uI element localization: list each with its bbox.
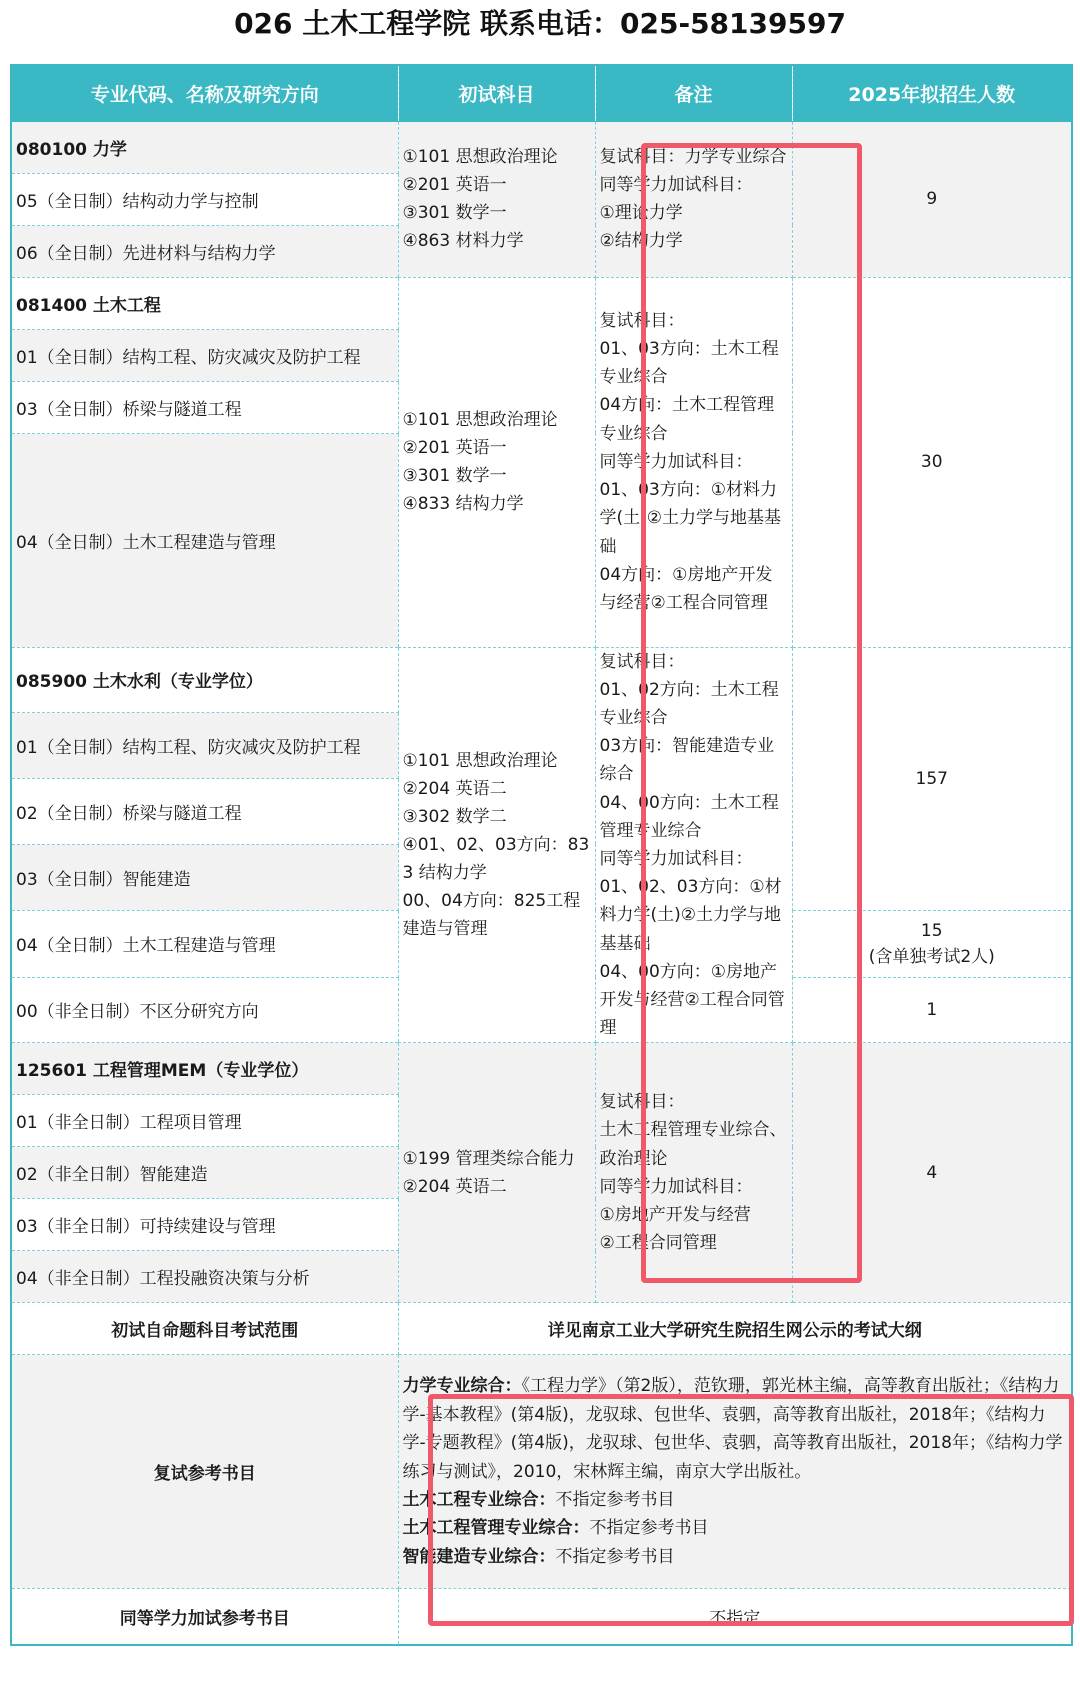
quota: 4 <box>792 1043 1072 1303</box>
scope-label: 初试自命题科目考试范围 <box>11 1303 398 1355</box>
equiv-books-label: 同等学力加试参考书目 <box>11 1589 398 1645</box>
direction: 03（全日制）桥梁与隧道工程 <box>11 381 398 433</box>
direction: 00（非全日制）不区分研究方向 <box>11 977 398 1043</box>
quota-value: 15 <box>920 920 943 941</box>
quota: 9 <box>792 121 1072 277</box>
scope-value: 详见南京工业大学研究生院招生网公示的考试大纲 <box>398 1303 1072 1355</box>
program-name: 085900 土木水利（专业学位） <box>11 647 398 713</box>
table-row <box>11 1589 1072 1645</box>
exam-subjects: ①101 思想政治理论 ②201 英语一 ③301 数学一 ④833 结构力学 <box>398 277 595 647</box>
remarks: 复试科目：力学专业综合 同等学力加试科目： ①理论力学 ②结构力学 <box>595 121 792 277</box>
table-row <box>11 1355 1072 1589</box>
book-entry <box>403 1543 1068 1571</box>
direction: 06（全日制）先进材料与结构力学 <box>11 225 398 277</box>
direction: 01（全日制）结构工程、防灾减灾及防护工程 <box>11 329 398 381</box>
direction: 04（全日制）土木工程建造与管理 <box>11 433 398 647</box>
direction: 01（非全日制）工程项目管理 <box>11 1095 398 1147</box>
book-text: 不指定参考书目 <box>555 1490 675 1511</box>
admissions-table <box>10 64 1073 1646</box>
book-text: 不指定参考书目 <box>555 1546 675 1567</box>
header-exams: 初试科目 <box>398 65 595 121</box>
direction: 03（全日制）智能建造 <box>11 844 398 910</box>
direction: 05（全日制）结构动力学与控制 <box>11 173 398 225</box>
quota: 1 <box>792 977 1072 1043</box>
direction: 03（非全日制）可持续建设与管理 <box>11 1199 398 1251</box>
exam-subjects: ①101 思想政治理论 ②204 英语二 ③302 数学二 ④01、02、03方向：833 结构力学 00、04方向：825工程建造与管理 <box>398 647 595 1043</box>
table-row <box>11 1043 1072 1095</box>
books-label: 复试参考书目 <box>11 1355 398 1589</box>
remarks: 复试科目： 01、02方向：土木工程专业综合 03方向：智能建造专业综合 04、00方向：土木工程管理专业综合 同等学力加试科目： 01、02、03方向：①材料力学(土)②土力学与地基基础 04、00方向：①房地产开发与经营②工程合同管理 <box>595 647 792 1043</box>
table-row <box>11 121 1072 173</box>
quota-note: (含单独考试2人) <box>868 946 995 967</box>
direction: 04（全日制）土木工程建造与管理 <box>11 910 398 977</box>
book-entry <box>403 1372 1068 1486</box>
book-subject: 力学专业综合： <box>402 1376 522 1397</box>
remarks: 复试科目： 01、03方向：土木工程专业综合 04方向：土木工程管理专业综合 同等学力加试科目： 01、03方向：①材料力学(土)②土力学与地基基础 04方向：①房地产开发与经营②工程合同管理 <box>595 277 792 647</box>
direction: 02（全日制）桥梁与隧道工程 <box>11 779 398 845</box>
header-notes: 备注 <box>595 65 792 121</box>
book-subject: 土木工程管理专业综合： <box>402 1518 590 1539</box>
program-name: 125601 工程管理MEM（专业学位） <box>11 1043 398 1095</box>
header-quota: 2025年拟招生人数 <box>792 65 1072 121</box>
page-title: 026 土木工程学院 联系电话：025-58139597 <box>234 7 846 40</box>
book-entry <box>403 1514 1068 1542</box>
direction: 01（全日制）结构工程、防灾减灾及防护工程 <box>11 713 398 779</box>
table-row <box>11 1303 1072 1355</box>
book-subject: 土木工程专业综合： <box>402 1490 556 1511</box>
book-text: 不指定参考书目 <box>589 1518 709 1539</box>
equiv-books-value: 不指定 <box>398 1589 1072 1645</box>
program-name: 080100 力学 <box>11 121 398 173</box>
table-row <box>11 647 1072 713</box>
exam-subjects: ①199 管理类综合能力 ②204 英语二 <box>398 1043 595 1303</box>
quota <box>792 910 1072 977</box>
exam-subjects: ①101 思想政治理论 ②201 英语一 ③301 数学一 ④863 材料力学 <box>398 121 595 277</box>
quota: 157 <box>792 647 1072 910</box>
header-program: 专业代码、名称及研究方向 <box>11 65 398 121</box>
book-text: 《工程力学》（第2版），范钦珊，郭光林主编，高等教育出版社；《结构力学-基本教程》(第4版)，龙驭球、包世华、袁驷，高等教育出版社，2018年；《结构力学-专题教程》(第4版)，龙驭球、包世华、袁驷，高等教育出版社，2018年；《结构力学练习与测试》，2010，宋林辉主编，南京大学出版社。 <box>402 1376 1063 1482</box>
reference-books <box>398 1355 1072 1589</box>
remarks: 复试科目： 土木工程管理专业综合、政治理论 同等学力加试科目： ①房地产开发与经营 ②工程合同管理 <box>595 1043 792 1303</box>
quota: 30 <box>792 277 1072 647</box>
table-header-row <box>11 65 1072 121</box>
book-entry <box>403 1486 1068 1514</box>
table-row <box>11 277 1072 329</box>
direction: 02（非全日制）智能建造 <box>11 1147 398 1199</box>
program-name: 081400 土木工程 <box>11 277 398 329</box>
direction: 04（非全日制）工程投融资决策与分析 <box>11 1251 398 1303</box>
book-subject: 智能建造专业综合： <box>402 1546 556 1567</box>
